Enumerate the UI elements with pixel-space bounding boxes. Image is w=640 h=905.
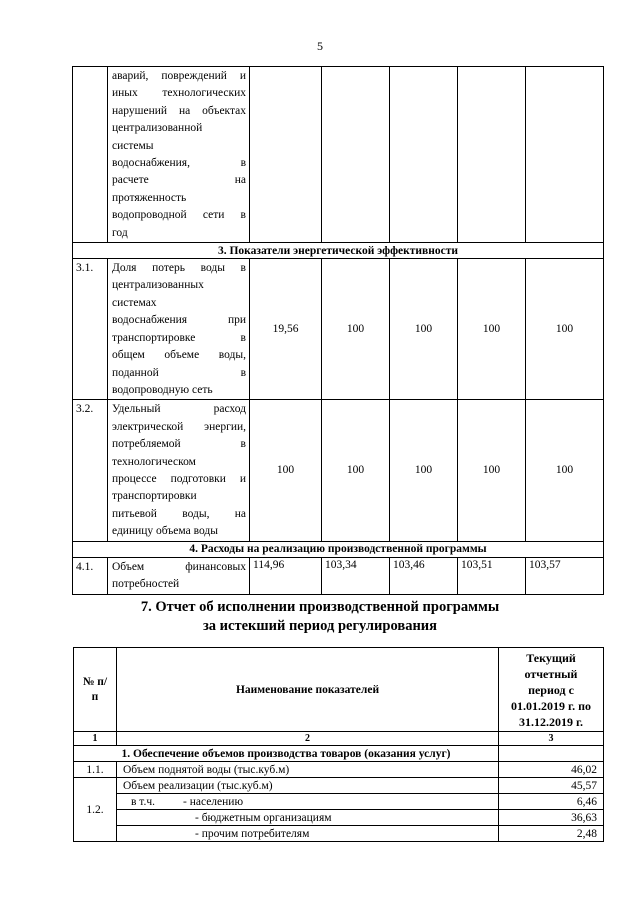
value-cell: 100	[390, 400, 458, 541]
indicator-name: Объем реализации (тыс.куб.м)	[117, 778, 499, 794]
page-number: 5	[317, 39, 323, 53]
row-number: 3.1.	[73, 259, 108, 400]
table-row	[73, 557, 604, 594]
index-row: 1 2 3	[74, 732, 604, 746]
table-row	[74, 778, 604, 794]
value-cell	[322, 67, 390, 243]
indicator-name: аварий, повреждений и иных технологических нарушений на объектах централизованной системы водоснабжения, в расчете на протяженность водопроводной сети в год	[108, 67, 250, 243]
header-row	[74, 648, 604, 732]
value-cell: 103,57	[526, 557, 604, 594]
value-cell: 100	[526, 400, 604, 541]
section-row	[73, 541, 604, 557]
indicator-name: в т.ч. - населению	[117, 794, 499, 810]
header-current-period: Текущий отчетный период с 01.01.2019 г. по 31.12.2019 г.	[499, 648, 604, 732]
indicator-name: - прочим потребителям	[117, 826, 499, 842]
row-number: 1.1.	[74, 762, 117, 778]
section-title-line1: 7. Отчет об исполнении производственной программы	[140, 599, 500, 615]
value-cell: 100	[390, 259, 458, 400]
value-cell: 100	[526, 259, 604, 400]
value-cell	[390, 67, 458, 243]
value-cell: 19,56	[250, 259, 322, 400]
indicator-name: Доля потерь воды в централизованных системах водоснабжения при транспортировке в общем объеме воды, поданной в водопроводную сеть	[108, 259, 250, 400]
table-row	[73, 259, 604, 400]
row-number: 1.2.	[74, 778, 117, 842]
indicator-name: Объем финансовых потребностей	[108, 557, 250, 594]
indicators-table	[72, 66, 604, 595]
header-name: Наименование показателей	[117, 648, 499, 732]
row-number	[73, 67, 108, 243]
row-number: 4.1.	[73, 557, 108, 594]
value-cell: 45,57	[499, 778, 604, 794]
value-cell	[458, 67, 526, 243]
table-row	[74, 826, 604, 842]
value-cell: 103,34	[322, 557, 390, 594]
value-cell	[526, 67, 604, 243]
section-title: 4. Расходы на реализацию производственной программы	[73, 541, 604, 557]
value-cell: 100	[458, 400, 526, 541]
indicator-name: Объем поднятой воды (тыс.куб.м)	[117, 762, 499, 778]
value-cell: 100	[322, 259, 390, 400]
value-cell: 100	[458, 259, 526, 400]
section-title: 1. Обеспечение объемов производства товаров (оказания услуг)	[74, 746, 499, 762]
value-cell: 100	[250, 400, 322, 541]
section-title: 3. Показатели энергетической эффективности	[73, 243, 604, 259]
indicator-name: Удельный расход электрической энергии, потребляемой в технологическом процессе подготовки и транспортировки питьевой воды, на единицу объема воды	[108, 400, 250, 541]
header-num: № п/п	[74, 648, 117, 732]
section-row	[73, 243, 604, 259]
row-number: 3.2.	[73, 400, 108, 541]
value-cell: 103,46	[390, 557, 458, 594]
value-cell	[250, 67, 322, 243]
value-cell: 103,51	[458, 557, 526, 594]
value-cell: 2,48	[499, 826, 604, 842]
value-cell: 100	[322, 400, 390, 541]
section-title-line2: за истекший период регулирования	[202, 618, 438, 634]
indicator-name: - бюджетным организациям	[117, 810, 499, 826]
table-row	[74, 762, 604, 778]
table-row	[74, 794, 604, 810]
report-table	[73, 647, 604, 842]
value-cell: 6,46	[499, 794, 604, 810]
table-row	[73, 400, 604, 541]
value-cell: 46,02	[499, 762, 604, 778]
value-cell: 36,63	[499, 810, 604, 826]
table-row	[74, 810, 604, 826]
value-cell: 114,96	[250, 557, 322, 594]
table-row	[73, 67, 604, 243]
section-row	[74, 746, 604, 762]
